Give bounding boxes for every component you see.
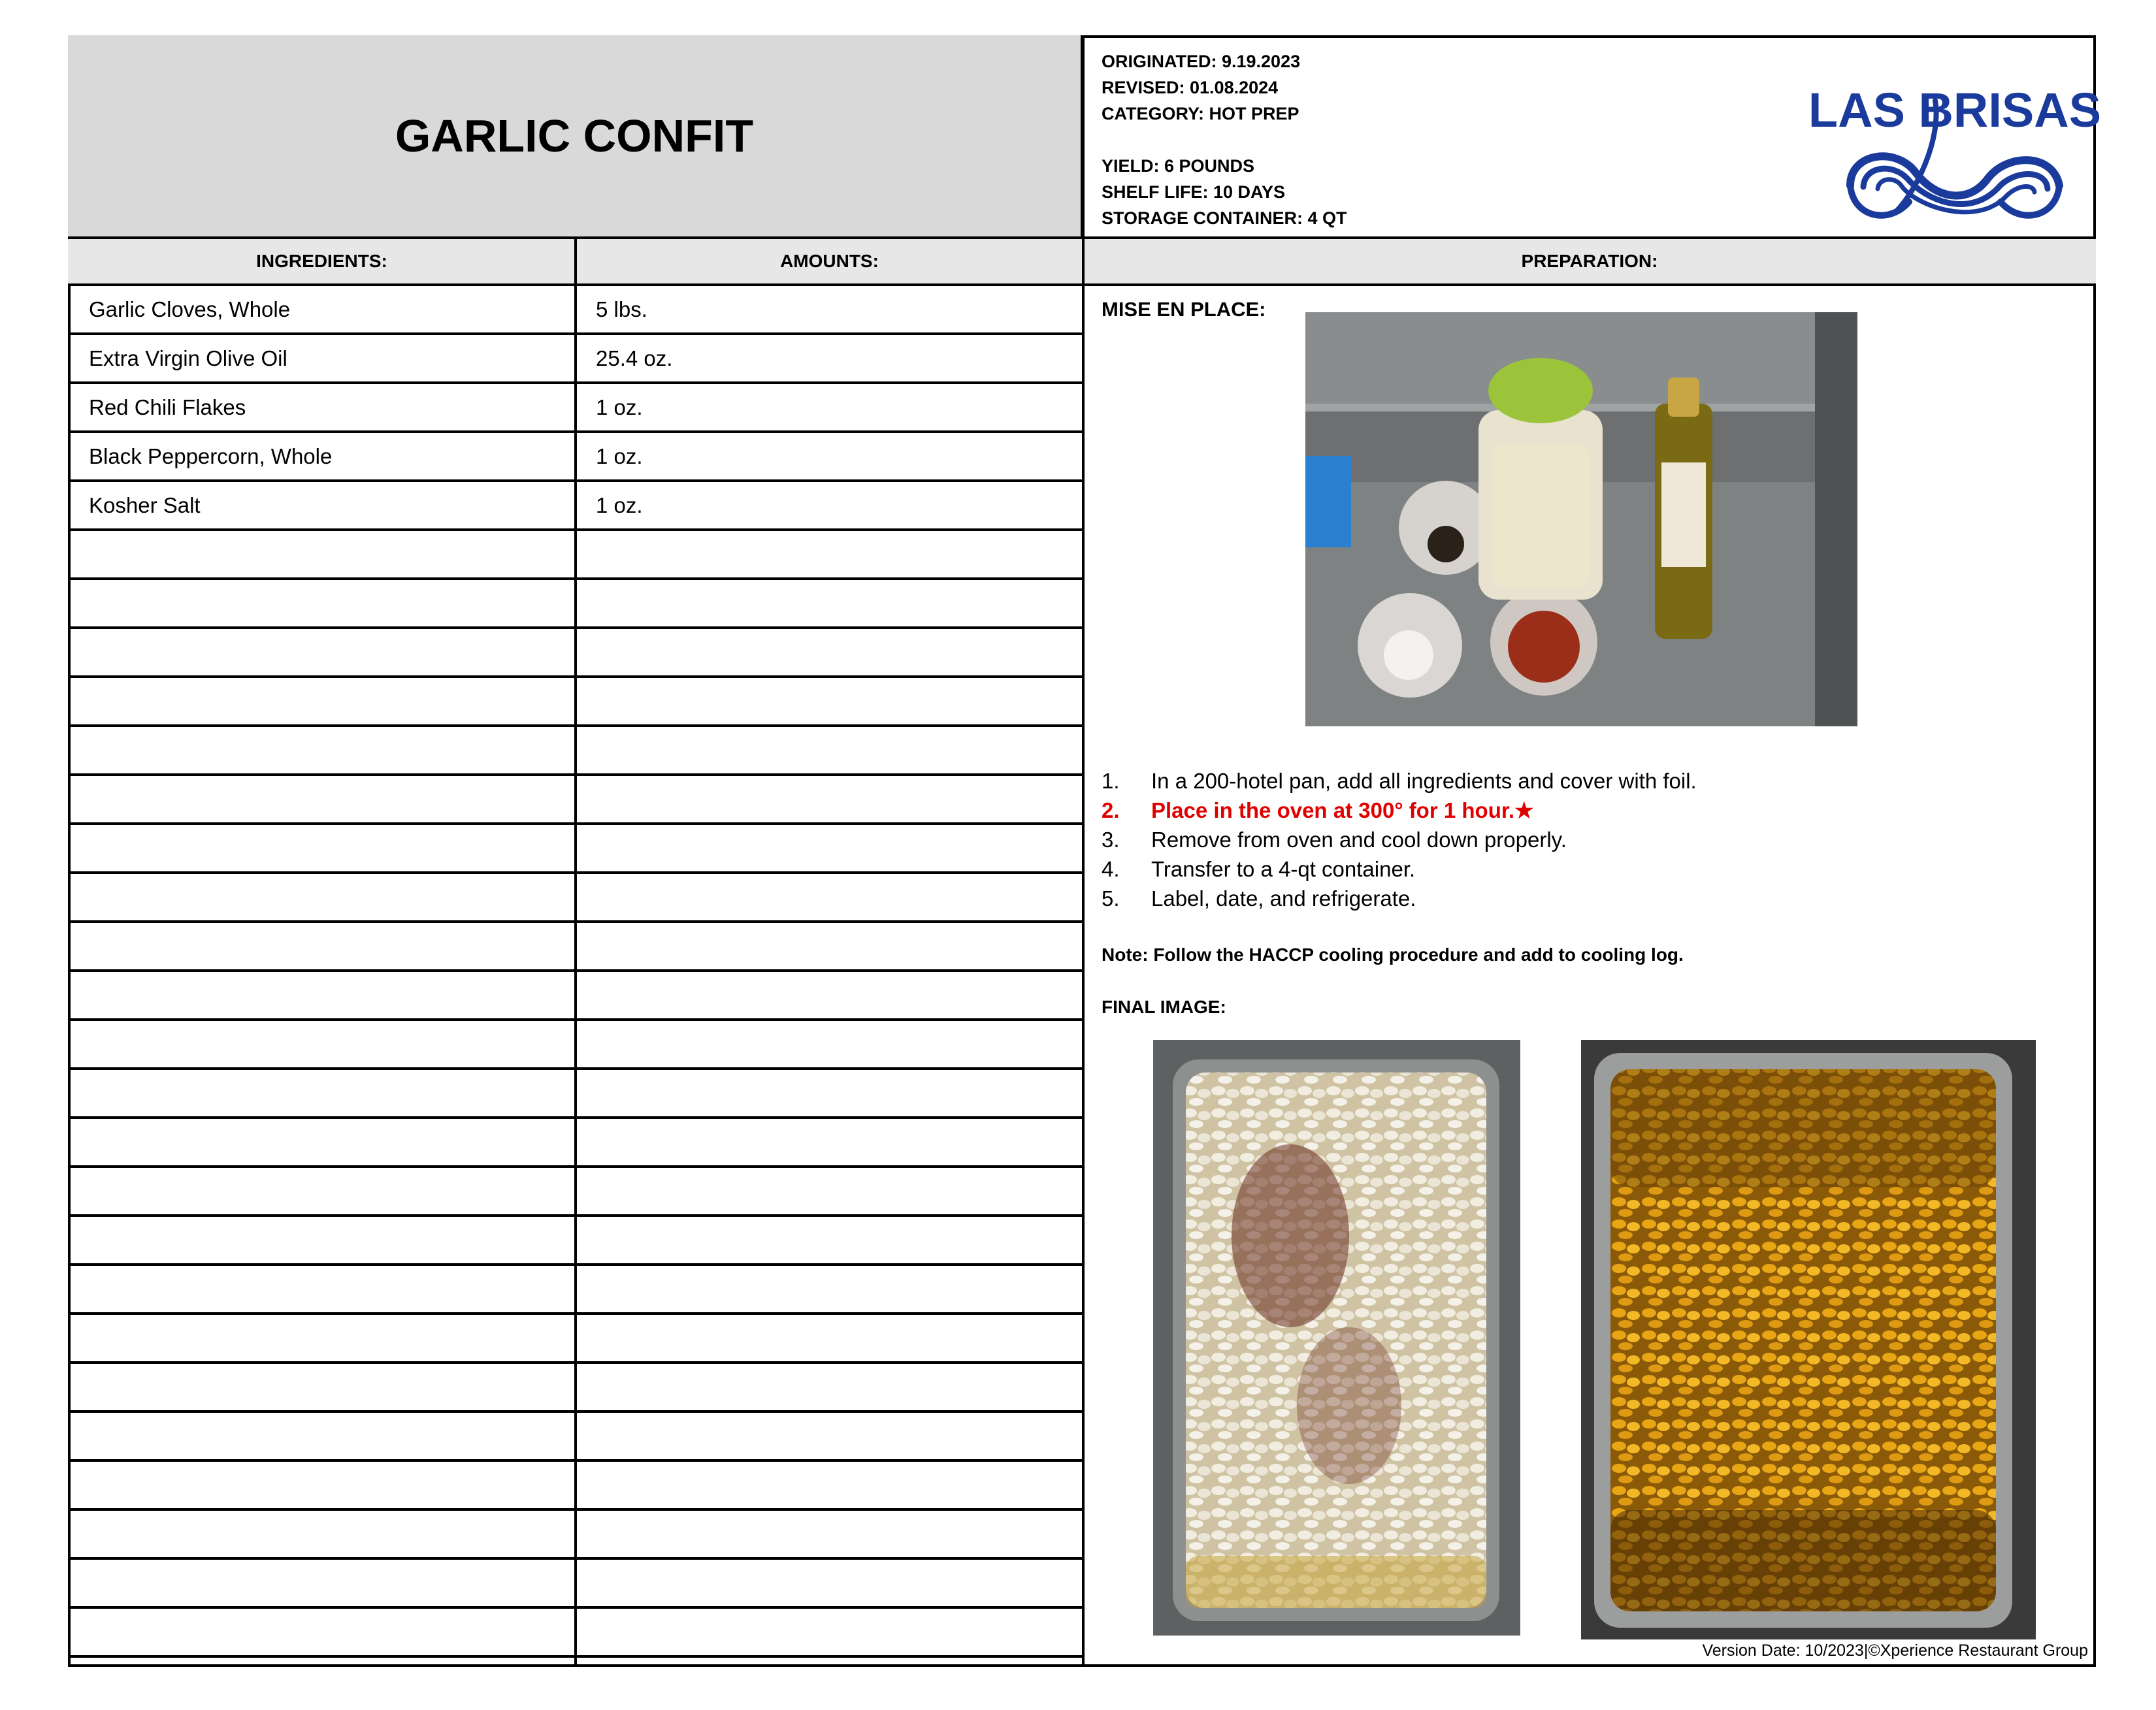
table-row	[68, 433, 1083, 482]
table-row	[68, 1511, 1083, 1560]
mise-en-place-title: MISE EN PLACE:	[1102, 298, 1266, 321]
step-2: 2. Place in the oven at 300° for 1 hour.★	[1102, 798, 1534, 822]
step-3: 3. Remove from oven and cool down properly.	[1102, 828, 1567, 852]
version-footer: Version Date: 10/2023|©Xperience Restaurant Group	[1702, 1641, 2088, 1660]
table-row	[68, 482, 1083, 531]
table-row	[68, 1266, 1083, 1315]
recipe-title: GARLIC CONFIT	[395, 110, 754, 161]
table-row	[68, 776, 1083, 825]
step-5: 5. Label, date, and refrigerate.	[1102, 886, 1416, 911]
final-photo-before	[1153, 1040, 1520, 1636]
final-photo-after	[1581, 1040, 2036, 1639]
table-row	[68, 678, 1083, 727]
table-row	[68, 286, 1083, 335]
table-row	[68, 1021, 1083, 1070]
las-brisas-logo	[1808, 61, 2102, 238]
preparation-steps	[1102, 766, 1697, 913]
table-row	[68, 874, 1083, 923]
storage-container: STORAGE CONTAINER: 4 QT	[1102, 208, 1347, 228]
final-image-title: FINAL IMAGE:	[1102, 997, 1226, 1017]
table-row	[68, 1168, 1083, 1217]
table-row	[68, 1217, 1083, 1266]
ingredient-name: Black Peppercorn, Whole	[89, 444, 333, 468]
table-row	[68, 1560, 1083, 1609]
shelf-life: SHELF LIFE: 10 DAYS	[1102, 182, 1286, 202]
title-cell	[68, 35, 1083, 239]
table-row	[68, 1364, 1083, 1413]
step-4: 4. Transfer to a 4-qt container.	[1102, 857, 1416, 881]
preparation-header: PREPARATION:	[1083, 239, 2096, 286]
ingredients-header: INGREDIENTS:	[68, 239, 576, 286]
ingredient-name: Red Chili Flakes	[89, 395, 246, 419]
ingredient-amount: 25.4 oz.	[596, 346, 673, 370]
table-row	[68, 531, 1083, 580]
revised-date: REVISED: 01.08.2024	[1102, 78, 1279, 97]
mise-en-place-photo	[1305, 312, 1857, 726]
table-row	[68, 972, 1083, 1021]
table-row	[68, 923, 1083, 972]
table-row	[68, 1413, 1083, 1462]
ingredient-amount: 1 oz.	[596, 395, 643, 419]
table-row	[68, 1315, 1083, 1364]
table-row	[68, 580, 1083, 629]
haccp-note: Note: Follow the HACCP cooling procedure and add to cooling log.	[1102, 944, 1684, 965]
table-row	[68, 335, 1083, 384]
ingredient-amount: 5 lbs.	[596, 297, 647, 321]
table-row	[68, 629, 1083, 678]
originated-date: ORIGINATED: 9.19.2023	[1102, 52, 1301, 71]
table-row	[68, 384, 1083, 433]
ingredient-name: Garlic Cloves, Whole	[89, 297, 291, 321]
table-row	[68, 727, 1083, 776]
category: CATEGORY: HOT PREP	[1102, 104, 1299, 123]
ingredient-amount: 1 oz.	[596, 444, 643, 468]
table-row	[68, 1609, 1083, 1658]
amounts-header: AMOUNTS:	[576, 239, 1083, 286]
yield: YIELD: 6 POUNDS	[1102, 156, 1255, 176]
recipe-meta	[1083, 35, 2102, 239]
table-row	[68, 1119, 1083, 1168]
logo-text: LAS BRISAS	[1808, 83, 2102, 137]
step-1: 1. In a 200-hotel pan, add all ingredients and cover with foil.	[1102, 769, 1697, 793]
table-row	[68, 825, 1083, 874]
table-row	[68, 1070, 1083, 1119]
ingredient-name: Extra Virgin Olive Oil	[89, 346, 287, 370]
table-row	[68, 1658, 1083, 1710]
table-row	[68, 1462, 1083, 1511]
ingredient-name: Kosher Salt	[89, 493, 201, 517]
ingredient-amount: 1 oz.	[596, 493, 643, 517]
